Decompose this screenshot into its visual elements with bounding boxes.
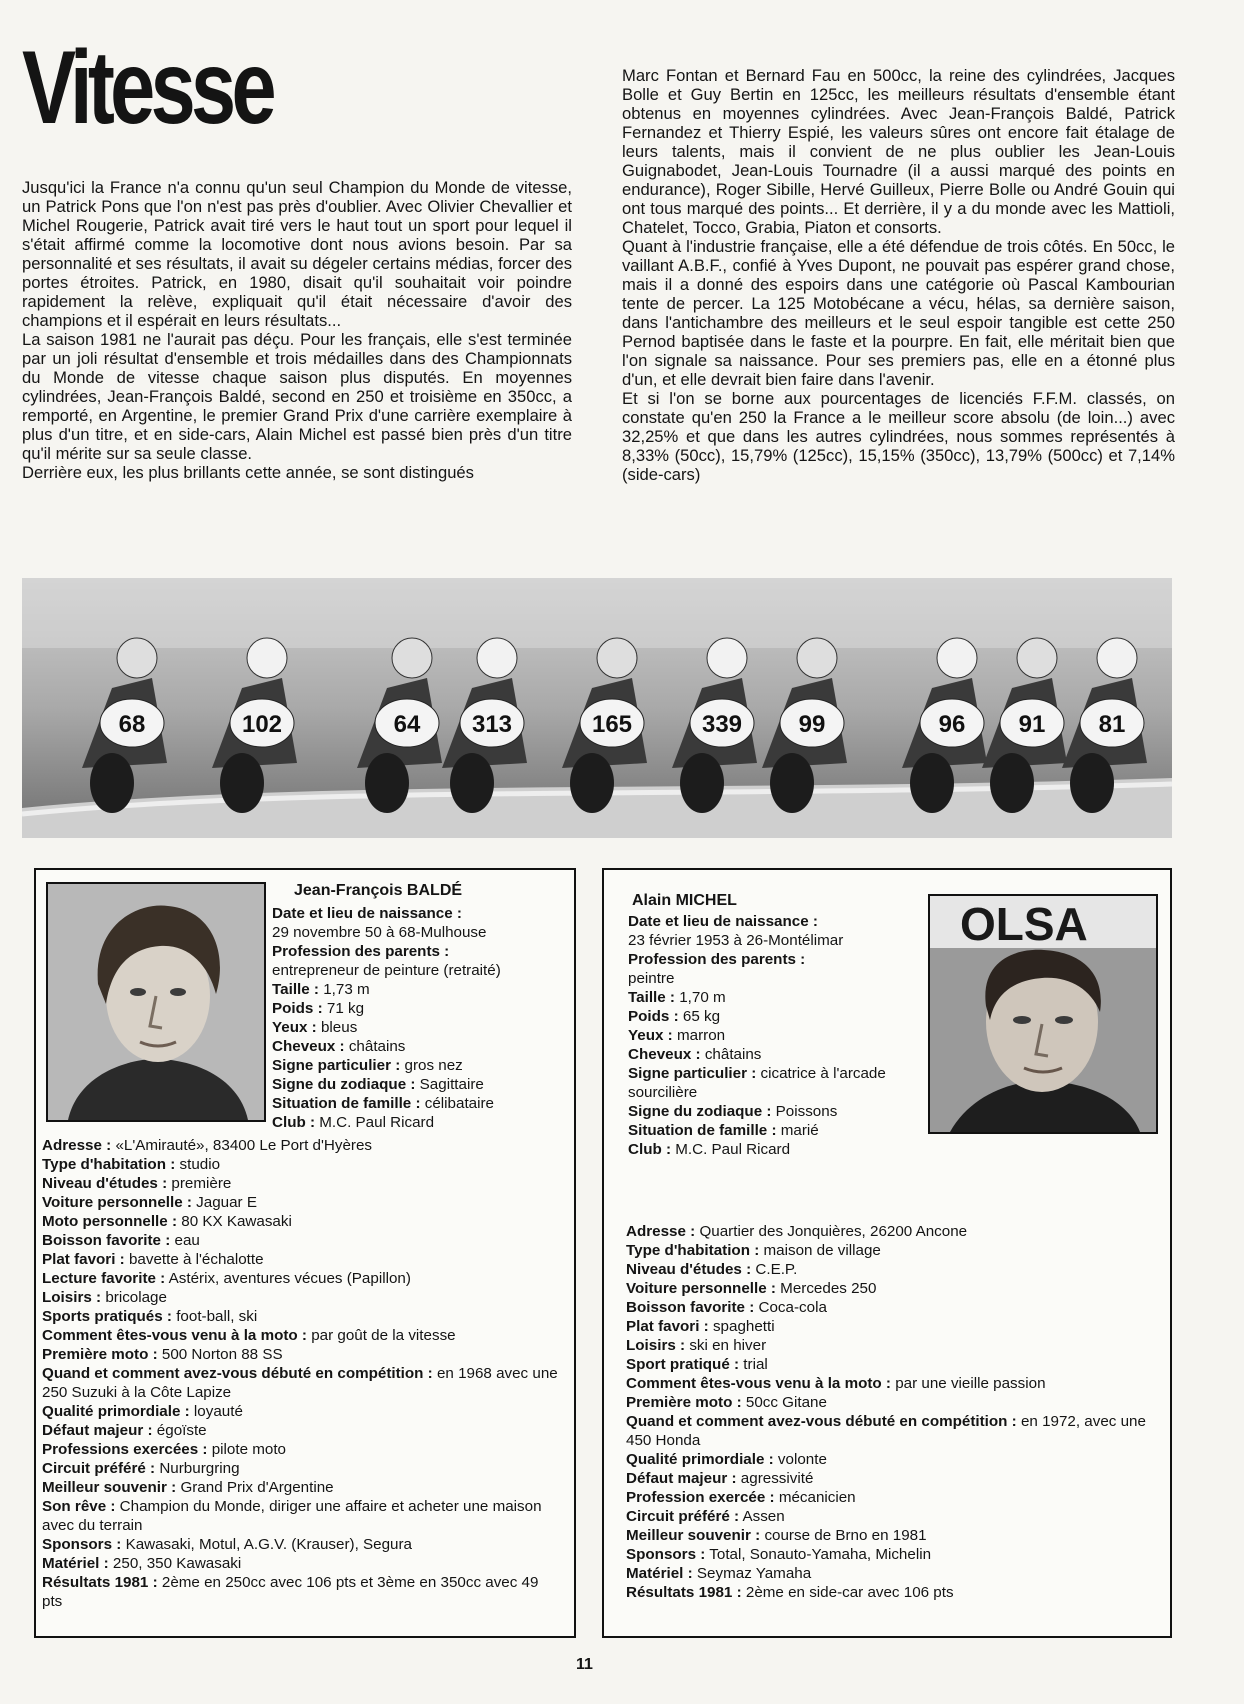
field-value: pilote moto — [211, 1441, 286, 1458]
field-label: Qualité primordiale : — [626, 1451, 774, 1468]
profile-fields-bottom — [42, 1136, 562, 1611]
field-value: volonte — [777, 1451, 827, 1468]
field-label: Voiture personnelle : — [626, 1280, 776, 1297]
race-number: 99 — [798, 711, 826, 738]
intro-paragraph: Marc Fontan et Bernard Fau en 500cc, la reine des cylindrées, Jacques Bolle et Guy Bertin en 125cc, les meilleurs résultats d'ensemble étant obtenus en moyennes cylindrées. Avec Jean-François Baldé, Patrick Fernandez et Thierry Espié, les valeurs sûres ont encore fait étalage de leurs talents, mais il convient de ne plus oublier les Jean-Louis Guignabodet, Jean-Louis Tournadre (il a aussi marqué des points en endurance), Roger Sibille, Hervé Guilleux, Pierre Bolle ou André Gouin qui ont tous marqué des points... Et derrière, il y a du monde avec les Mattioli, Chatelet, Tocco, Grabia, Piaton et consorts. — [622, 66, 1175, 237]
profile-field — [626, 1241, 1156, 1260]
field-label: Niveau d'études : — [626, 1261, 752, 1278]
profile-field — [42, 1573, 562, 1611]
profile-field — [272, 923, 562, 942]
field-label: Circuit préféré : — [42, 1460, 156, 1477]
profile-card-michel — [602, 868, 1172, 1638]
field-value: mécanicien — [778, 1489, 856, 1506]
race-number: 96 — [938, 711, 966, 738]
field-label: Profession exercée : — [626, 1489, 775, 1506]
field-label: Signe particulier : — [628, 1065, 757, 1082]
field-value: 29 novembre 50 à 68-Mulhouse — [272, 924, 487, 941]
intro-column-left — [22, 178, 572, 482]
profile-field — [628, 1026, 918, 1045]
field-label: Date et lieu de naissance : — [628, 913, 818, 930]
field-value: M.C. Paul Ricard — [319, 1114, 435, 1131]
field-label: Signe du zodiaque : — [628, 1103, 772, 1120]
field-value: Sagittaire — [419, 1076, 484, 1093]
field-value: marié — [780, 1122, 819, 1139]
profile-field — [42, 1402, 562, 1421]
profile-field — [42, 1250, 562, 1269]
intro-paragraph: Jusqu'ici la France n'a connu qu'un seul Champion du Monde de vitesse, un Patrick Pons que l'on n'est pas près d'oublier. Avec Olivier Chevallier et Michel Rougerie, Patrick avait tiré vers le haut tout un sport pour lequel il s'était affirmé comme la locomotive dont nous avions besoin. Par sa personnalité et ses résultats, il avait su dégeler certains médias, forcer des portes étroites. Patrick, en 1980, disait qu'il souhaitait voir poindre rapidement la relève, expliquait qu'il était nécessaire d'avoir des champions et il espérait en leurs résultats... — [22, 178, 572, 330]
field-label: Poids : — [628, 1008, 679, 1025]
profile-fields-side — [272, 904, 562, 1132]
profile-field — [628, 1121, 918, 1140]
profile-field — [42, 1231, 562, 1250]
field-label: Club : — [272, 1114, 316, 1131]
field-label: Défaut majeur : — [42, 1422, 153, 1439]
field-value: première — [171, 1175, 232, 1192]
profile-field — [626, 1545, 1156, 1564]
field-value: course de Brno en 1981 — [764, 1527, 927, 1544]
profile-field — [628, 1064, 918, 1102]
profile-field — [628, 1102, 918, 1121]
field-value: 71 kg — [326, 1000, 365, 1017]
field-label: Comment êtes-vous venu à la moto : — [42, 1327, 307, 1344]
field-value: Champion du Monde, diriger une affaire et acheter une maison avec du terrain — [42, 1498, 542, 1534]
profile-field — [626, 1355, 1156, 1374]
profile-field — [272, 1018, 562, 1037]
field-value: 250, 350 Kawasaki — [112, 1555, 242, 1572]
field-label: Niveau d'études : — [42, 1175, 168, 1192]
field-value: ski en hiver — [689, 1337, 767, 1354]
profile-field — [42, 1212, 562, 1231]
intro-column-right — [622, 66, 1175, 484]
profile-field — [628, 988, 918, 1007]
profile-field — [42, 1478, 562, 1497]
field-label: Défaut majeur : — [626, 1470, 737, 1487]
profile-field — [628, 1045, 918, 1064]
profile-fields-side — [628, 912, 918, 1159]
field-label: Qualité primordiale : — [42, 1403, 190, 1420]
field-label: Cheveux : — [272, 1038, 345, 1055]
field-value: châtains — [704, 1046, 762, 1063]
race-number: 102 — [241, 711, 283, 738]
field-value: bleus — [320, 1019, 358, 1036]
field-label: Sport pratiqué : — [626, 1356, 740, 1373]
field-label: Type d'habitation : — [42, 1156, 176, 1173]
field-value: Nurburgring — [159, 1460, 240, 1477]
profile-field — [626, 1317, 1156, 1336]
field-value: M.C. Paul Ricard — [675, 1141, 791, 1158]
profile-field — [626, 1298, 1156, 1317]
field-label: Profession des parents : — [272, 943, 450, 960]
race-number: 68 — [118, 711, 146, 738]
field-value: par goût de la vitesse — [311, 1327, 456, 1344]
profile-field — [272, 1075, 562, 1094]
field-label: Taille : — [628, 989, 675, 1006]
field-value: loyauté — [193, 1403, 243, 1420]
profile-field — [42, 1307, 562, 1326]
field-value: 65 kg — [682, 1008, 721, 1025]
field-value: 50cc Gitane — [745, 1394, 827, 1411]
race-photo — [22, 578, 1172, 838]
profile-field — [626, 1336, 1156, 1355]
profile-field — [42, 1459, 562, 1478]
profile-field — [626, 1507, 1156, 1526]
field-label: Loisirs : — [626, 1337, 686, 1354]
profile-field — [626, 1374, 1156, 1393]
field-label: Quand et comment avez-vous débuté en compétition : — [626, 1413, 1017, 1430]
profile-field — [626, 1222, 1156, 1241]
profile-field — [272, 1056, 562, 1075]
field-value: en 1968 avec une 250 Suzuki à la Côte Lapize — [42, 1365, 558, 1401]
page-number: 11 — [576, 1656, 593, 1673]
field-label: Lecture favorite : — [42, 1270, 166, 1287]
field-label: Première moto : — [42, 1346, 158, 1363]
field-label: Plat favori : — [42, 1251, 125, 1268]
field-label: Loisirs : — [42, 1289, 102, 1306]
profile-field — [628, 1007, 918, 1026]
profile-field — [42, 1535, 562, 1554]
field-value: cicatrice à l'arcade sourcilière — [628, 1065, 886, 1101]
profile-field — [626, 1564, 1156, 1583]
field-value: Mercedes 250 — [780, 1280, 877, 1297]
race-number: 339 — [701, 711, 743, 738]
field-value: spaghetti — [712, 1318, 775, 1335]
profile-field — [42, 1288, 562, 1307]
field-value: studio — [179, 1156, 221, 1173]
field-value: C.E.P. — [755, 1261, 798, 1278]
profile-field — [42, 1269, 562, 1288]
field-value: Total, Sonauto-Yamaha, Michelin — [709, 1546, 932, 1563]
field-label: Comment êtes-vous venu à la moto : — [626, 1375, 891, 1392]
race-number: 81 — [1098, 711, 1126, 738]
field-label: Meilleur souvenir : — [42, 1479, 177, 1496]
field-value: Assen — [742, 1508, 785, 1525]
svg-text:OLSA: OLSA — [960, 898, 1088, 950]
profile-field — [42, 1193, 562, 1212]
profile-field — [42, 1155, 562, 1174]
field-value: maison de village — [763, 1242, 881, 1259]
field-label: Type d'habitation : — [626, 1242, 760, 1259]
field-value: Kawasaki, Motul, A.G.V. (Krauser), Segura — [125, 1536, 413, 1553]
race-number: 165 — [591, 711, 633, 738]
profile-field — [626, 1583, 1156, 1602]
field-value: entrepreneur de peinture (retraité) — [272, 962, 501, 979]
field-label: Situation de famille : — [628, 1122, 777, 1139]
field-label: Professions exercées : — [42, 1441, 208, 1458]
field-label: Signe particulier : — [272, 1057, 401, 1074]
profile-field — [272, 999, 562, 1018]
field-label: Poids : — [272, 1000, 323, 1017]
profile-field — [626, 1526, 1156, 1545]
profile-field — [272, 1113, 562, 1132]
profile-field — [626, 1488, 1156, 1507]
field-label: Taille : — [272, 981, 319, 998]
field-label: Résultats 1981 : — [42, 1574, 158, 1591]
field-label: Résultats 1981 : — [626, 1584, 742, 1601]
profile-field — [628, 950, 918, 969]
intro-paragraph: Quant à l'industrie française, elle a été défendue de trois côtés. En 50cc, le vaillant A.B.F., confié à Yves Dupont, ne pouvait pas espérer grand chose, mais il a donné des espoirs dans une catégorie où Pascal Kambourian tente de percer. La 125 Motobécane a vécu, hélas, sa dernière saison, dans l'antichambre des meilleurs et le seul espoir tangible est cette 250 Pernod baptisée dans le faste et la pourpre. En fait, elle méritait bien que l'on signale sa naissance. Pour ses premiers pas, elle en a étonné plus d'un, et elle devrait bien faire dans l'avenir. — [622, 237, 1175, 389]
portrait-photo-michel — [928, 894, 1158, 1134]
field-value: 1,70 m — [679, 989, 726, 1006]
field-value: marron — [676, 1027, 726, 1044]
field-label: Première moto : — [626, 1394, 742, 1411]
field-label: Quand et comment avez-vous débuté en compétition : — [42, 1365, 433, 1382]
field-value: gros nez — [404, 1057, 463, 1074]
profile-field — [626, 1469, 1156, 1488]
race-number: 64 — [393, 711, 421, 738]
profile-field — [42, 1554, 562, 1573]
field-label: Club : — [628, 1141, 672, 1158]
profile-field — [42, 1364, 562, 1402]
field-label: Date et lieu de naissance : — [272, 905, 462, 922]
field-value: bricolage — [105, 1289, 167, 1306]
field-value: égoïste — [156, 1422, 207, 1439]
field-value: eau — [174, 1232, 200, 1249]
field-label: Situation de famille : — [272, 1095, 421, 1112]
profile-field — [628, 931, 918, 950]
profile-field — [42, 1440, 562, 1459]
field-label: Adresse : — [626, 1223, 696, 1240]
race-photo-illustration — [22, 578, 1172, 838]
profile-card-balde — [34, 868, 576, 1638]
field-label: Meilleur souvenir : — [626, 1527, 761, 1544]
field-value: châtains — [348, 1038, 406, 1055]
intro-paragraph: Derrière eux, les plus brillants cette année, se sont distingués — [22, 463, 474, 482]
profile-field — [626, 1393, 1156, 1412]
profile-field — [272, 1094, 562, 1113]
field-value: Quartier des Jonquières, 26200 Ancone — [699, 1223, 968, 1240]
field-label: Son rêve : — [42, 1498, 116, 1515]
field-label: Boisson favorite : — [626, 1299, 755, 1316]
field-value: 1,73 m — [323, 981, 370, 998]
field-value: bavette à l'échalotte — [128, 1251, 264, 1268]
field-value: célibataire — [424, 1095, 494, 1112]
field-value: Poissons — [775, 1103, 838, 1120]
field-label: Sports pratiqués : — [42, 1308, 172, 1325]
field-value: 2ème en side-car avec 106 pts — [745, 1584, 954, 1601]
field-label: Yeux : — [272, 1019, 317, 1036]
field-label: Sponsors : — [626, 1546, 706, 1563]
field-label: Profession des parents : — [628, 951, 806, 968]
intro-paragraph: Et si l'on se borne aux pourcentages de licenciés F.F.M. classés, on constate qu'en 250 la France a le meilleur score absolu (de loin...) avec 32,25% et que dans les autres cylindrées, nous sommes représentés à 8,33% (50cc), 15,79% (125cc), 15,15% (350cc), 13,79% (500cc) et 7,14% (side-cars) — [622, 389, 1175, 484]
field-label: Cheveux : — [628, 1046, 701, 1063]
profile-field — [626, 1260, 1156, 1279]
profile-field — [42, 1136, 562, 1155]
field-value: «L'Amirauté», 83400 Le Port d'Hyères — [115, 1137, 373, 1154]
field-value: Astérix, aventures vécues (Papillon) — [168, 1270, 411, 1287]
profile-field — [628, 1140, 918, 1159]
profile-field — [272, 961, 562, 980]
field-value: 80 KX Kawasaki — [181, 1213, 292, 1230]
field-value: en 1972, avec une 450 Honda — [626, 1413, 1146, 1449]
field-value: Jaguar E — [196, 1194, 257, 1211]
field-label: Signe du zodiaque : — [272, 1076, 416, 1093]
profile-field — [626, 1412, 1156, 1450]
field-label: Plat favori : — [626, 1318, 709, 1335]
profile-field — [42, 1174, 562, 1193]
portrait-photo-balde — [46, 882, 266, 1122]
field-label: Moto personnelle : — [42, 1213, 178, 1230]
field-label: Matériel : — [626, 1565, 693, 1582]
profile-field — [628, 912, 918, 931]
field-label: Voiture personnelle : — [42, 1194, 192, 1211]
field-label: Boisson favorite : — [42, 1232, 171, 1249]
field-label: Yeux : — [628, 1027, 673, 1044]
field-value: foot-ball, ski — [176, 1308, 258, 1325]
field-value: trial — [743, 1356, 768, 1373]
race-number: 313 — [471, 711, 513, 738]
rider-name: Jean-François BALDÉ — [294, 882, 463, 899]
field-value: Seymaz Yamaha — [696, 1565, 812, 1582]
field-value: 2ème en 250cc avec 106 pts et 3ème en 350cc avec 49 pts — [42, 1574, 539, 1610]
profile-field — [272, 980, 562, 999]
rider-name: Alain MICHEL — [632, 892, 737, 909]
page-title: Vitesse — [22, 30, 272, 146]
profile-field — [42, 1497, 562, 1535]
field-value: 23 février 1953 à 26-Montélimar — [628, 932, 844, 949]
field-label: Adresse : — [42, 1137, 112, 1154]
profile-field — [272, 1037, 562, 1056]
profile-field — [626, 1450, 1156, 1469]
profile-field — [42, 1345, 562, 1364]
profile-field — [272, 942, 562, 961]
field-value: Coca-cola — [758, 1299, 827, 1316]
field-value: par une vieille passion — [895, 1375, 1046, 1392]
profile-field — [628, 969, 918, 988]
profile-field — [42, 1326, 562, 1345]
field-value: Grand Prix d'Argentine — [180, 1479, 334, 1496]
race-number: 91 — [1018, 711, 1046, 738]
intro-paragraph: La saison 1981 ne l'aurait pas déçu. Pour les français, elle s'est terminée par un joli résultat d'ensemble et trois médailles dans des Championnats du Monde de vitesse chaque saison plus disputés. En moyennes cylindrées, Jean-François Baldé, second en 250 et troisième en 350cc, a remporté, en Argentine, le premier Grand Prix d'une carrière exemplaire à plus d'un titre, et en side-cars, Alain Michel est passé bien près d'un titre qu'il mérite sur sa seule classe. — [22, 330, 572, 463]
field-label: Matériel : — [42, 1555, 109, 1572]
field-label: Circuit préféré : — [626, 1508, 740, 1525]
field-value: peintre — [628, 970, 675, 987]
profile-field — [626, 1279, 1156, 1298]
profile-fields-bottom — [626, 1222, 1156, 1602]
field-value: 500 Norton 88 SS — [161, 1346, 283, 1363]
field-value: agressivité — [740, 1470, 814, 1487]
field-label: Sponsors : — [42, 1536, 122, 1553]
profile-field — [42, 1421, 562, 1440]
profile-field — [272, 904, 562, 923]
